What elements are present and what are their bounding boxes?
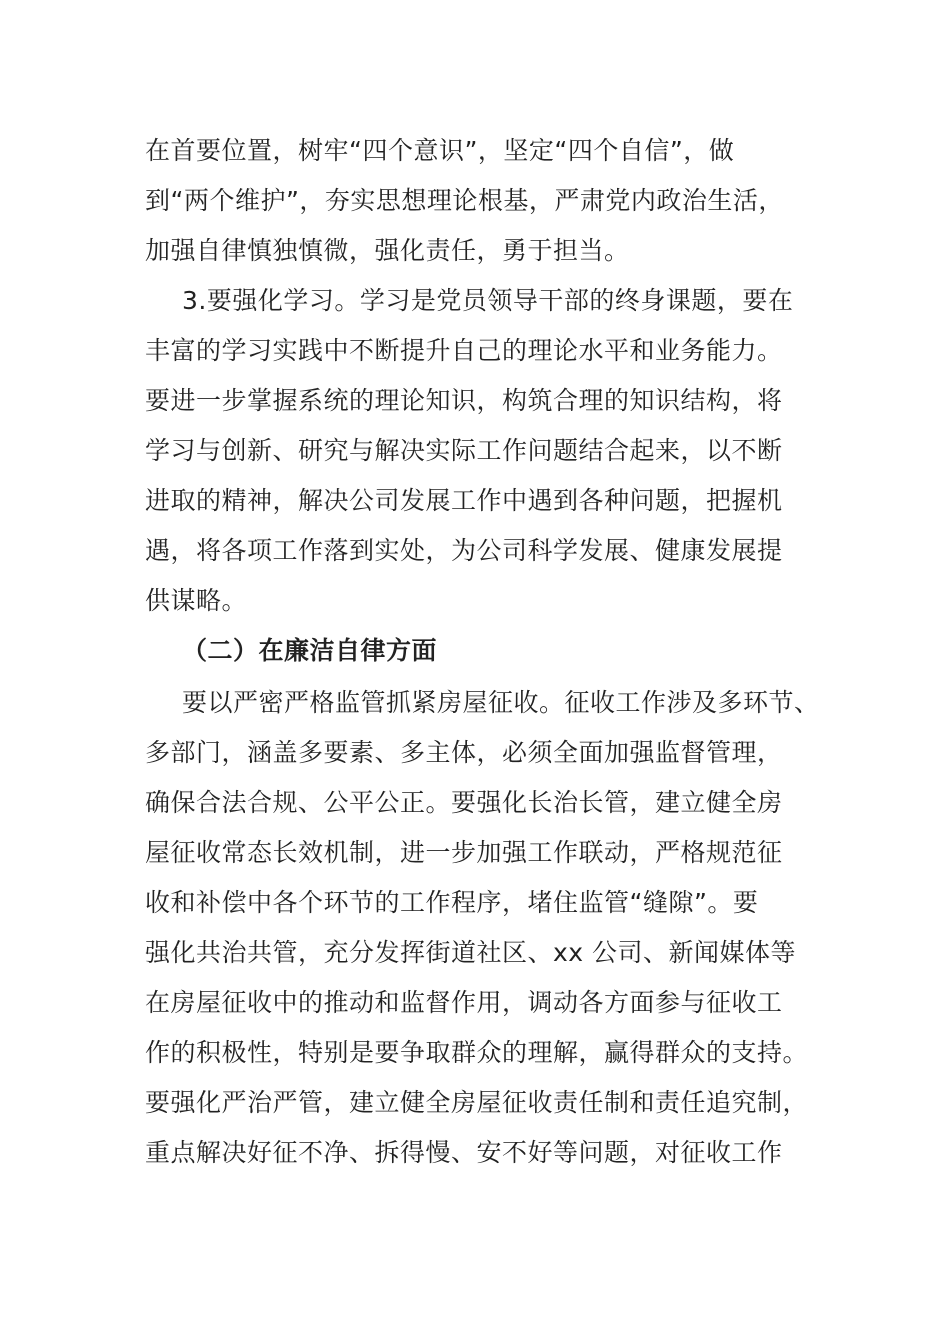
text-line: 丰富的学习实践中不断提升自己的理论水平和业务能力。: [145, 336, 783, 365]
text-line: 3.要强化学习。学习是党员领导干部的终身课题，要在: [182, 286, 794, 315]
text-line: 重点解决好征不净、拆得慢、安不好等问题，对征收工作: [145, 1138, 783, 1167]
text-line: 要强化严治严管，建立健全房屋征收责任制和责任追究制，: [145, 1088, 809, 1117]
text-line: 加强自律慎独慎微，强化责任，勇于担当。: [145, 236, 630, 265]
text-line: 进取的精神，解决公司发展工作中遇到各种问题，把握机: [145, 486, 783, 515]
section-heading: （二）在廉洁自律方面: [182, 636, 438, 665]
text-line: 要以严密严格监管抓紧房屋征收。征收工作涉及多环节、: [182, 688, 820, 717]
text-line: 确保合法合规、公平公正。要强化长治长管，建立健全房: [145, 788, 783, 817]
text-line: 多部门，涵盖多要素、多主体，必须全面加强监督管理，: [145, 738, 783, 767]
text-line: 作的积极性，特别是要争取群众的理解，赢得群众的支持。: [145, 1038, 809, 1067]
text-line: 遇，将各项工作落到实处，为公司科学发展、健康发展提: [145, 536, 783, 565]
text-line: 供谋略。: [145, 586, 248, 615]
text-line: 收和补偿中各个环节的工作程序，堵住监管“缝隙”。要: [145, 888, 759, 917]
text-line: 学习与创新、研究与解决实际工作问题结合起来，以不断: [145, 436, 783, 465]
text-line: 屋征收常态长效机制，进一步加强工作联动，严格规范征: [145, 838, 783, 867]
text-line: 在首要位置，树牢“四个意识”，坚定“四个自信”，做: [145, 136, 735, 165]
text-line: 在房屋征收中的推动和监督作用，调动各方面参与征收工: [145, 988, 783, 1017]
text-line: 到“两个维护”，夯实思想理论根基，严肃党内政治生活，: [145, 186, 784, 215]
text-line: 要进一步掌握系统的理论知识，构筑合理的知识结构，将: [145, 386, 783, 415]
text-line: 强化共治共管，充分发挥街道社区、xx 公司、新闻媒体等: [145, 938, 797, 967]
